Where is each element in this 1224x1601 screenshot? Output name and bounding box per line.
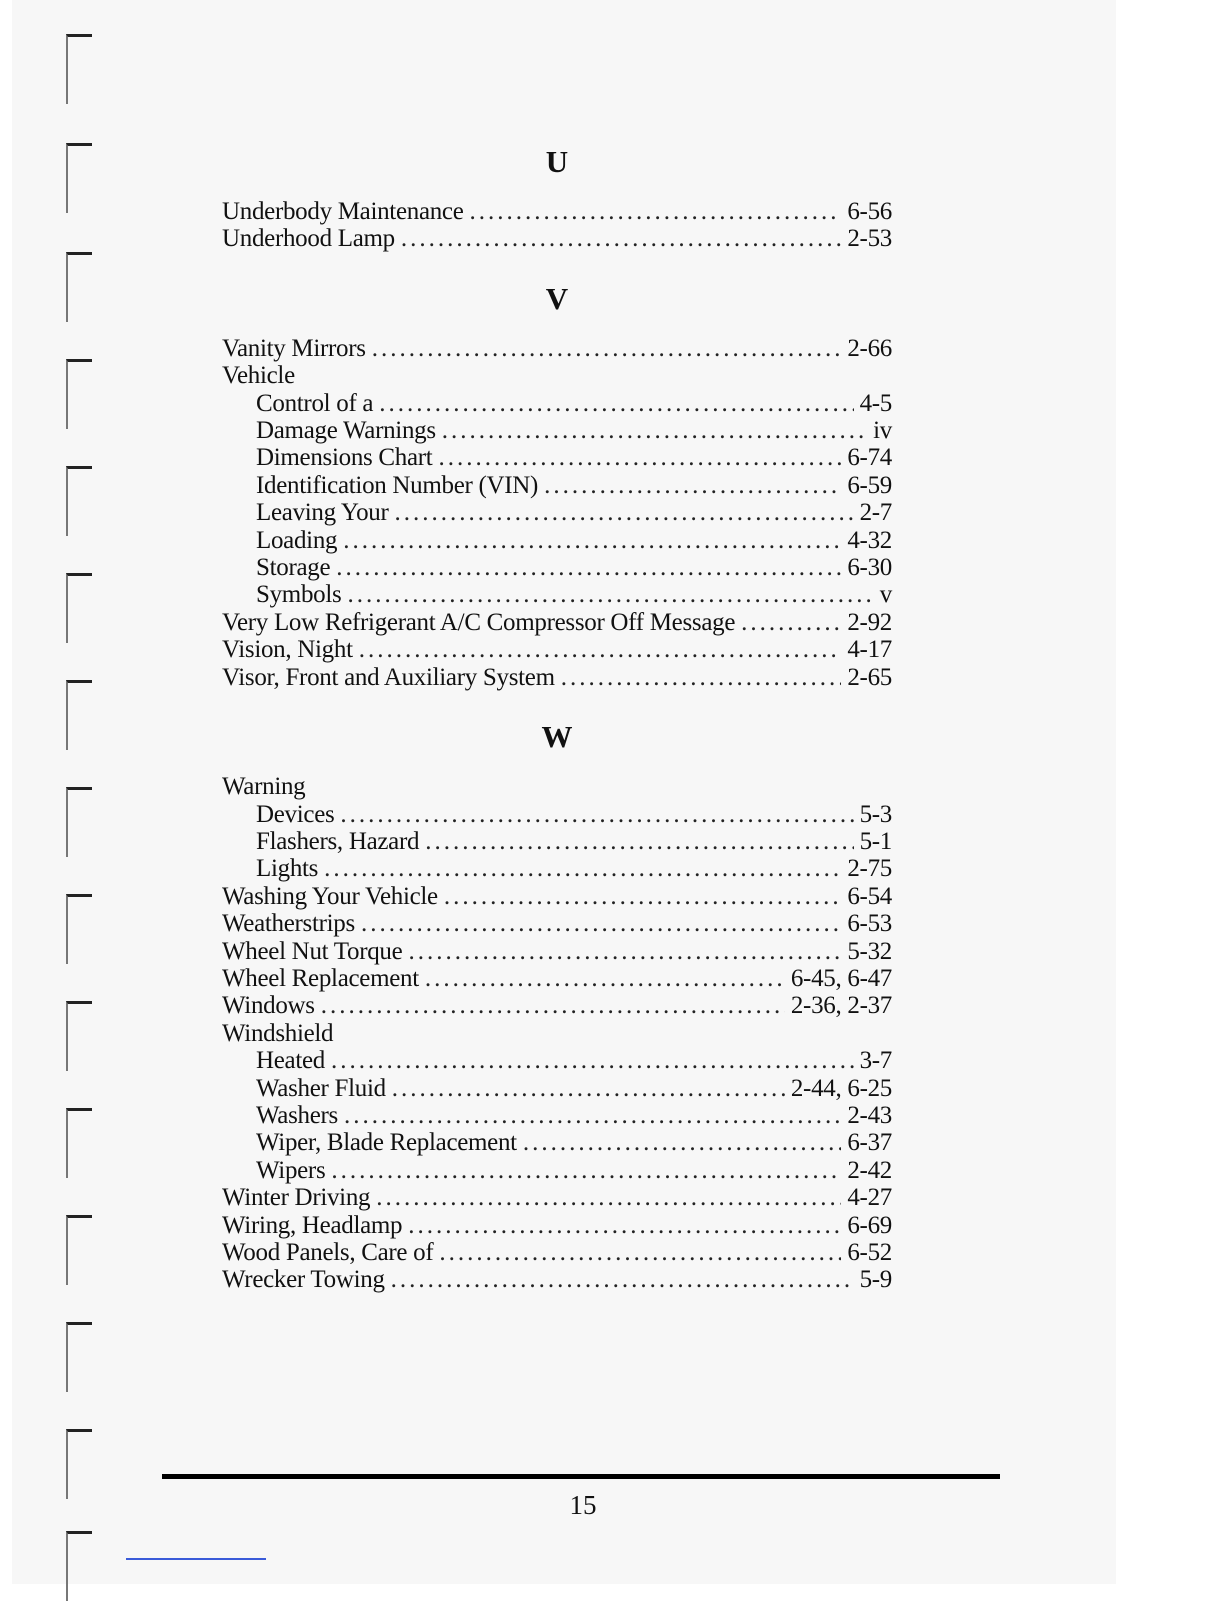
index-entry xyxy=(222,1212,892,1239)
entry-page-ref: 2-66 xyxy=(847,334,892,362)
dot-leader xyxy=(470,198,842,225)
binding-mark xyxy=(66,1108,92,1178)
dot-leader xyxy=(344,1102,841,1129)
index-entry xyxy=(222,1239,892,1266)
index-entry xyxy=(222,773,892,800)
entry-page-ref: v xyxy=(879,581,892,609)
dot-leader xyxy=(391,1266,854,1293)
entry-label: Lights xyxy=(256,855,319,883)
entry-page-ref: 6-45, 6-47 xyxy=(790,964,892,992)
binding-mark xyxy=(66,466,92,536)
index-subentry xyxy=(222,1047,892,1074)
entry-label: Washing Your Vehicle xyxy=(222,882,438,910)
binding-mark xyxy=(66,1429,92,1499)
dot-leader xyxy=(331,1157,841,1184)
entry-page-ref: 6-30 xyxy=(847,554,892,582)
entry-page-ref: 4-32 xyxy=(847,526,892,554)
section-letter: V xyxy=(545,280,569,316)
index-subentry xyxy=(222,855,892,882)
binding-mark xyxy=(66,787,92,857)
section-entries xyxy=(222,773,892,1294)
entry-page-ref: 6-54 xyxy=(847,882,892,910)
page-number: 15 xyxy=(569,1490,597,1520)
entry-label: Damage Warnings xyxy=(256,417,436,445)
entry-page-ref: 2-44, 6-25 xyxy=(790,1074,892,1102)
entry-label: Windows xyxy=(222,992,315,1020)
entry-page-ref: iv xyxy=(873,417,892,445)
entry-page-ref: 2-43 xyxy=(847,1101,892,1129)
entry-label: Dimensions Chart xyxy=(256,444,433,472)
entry-label: Washer Fluid xyxy=(256,1074,386,1102)
index-subentry xyxy=(222,444,892,471)
dot-leader xyxy=(324,855,841,882)
entry-page-ref: 6-56 xyxy=(847,198,892,225)
entry-label: Vision, Night xyxy=(222,636,353,664)
index-subentry xyxy=(222,1129,892,1156)
dot-leader xyxy=(395,499,854,526)
index-entry xyxy=(222,992,892,1019)
entry-label: Washers xyxy=(256,1101,338,1129)
entry-page-ref: 4-17 xyxy=(847,636,892,664)
entry-label: Storage xyxy=(256,554,331,582)
entry-label: Vehicle xyxy=(222,362,295,390)
entry-label: Devices xyxy=(256,800,335,828)
dot-leader xyxy=(439,1239,841,1266)
binding-mark xyxy=(66,359,92,429)
index-subentry xyxy=(222,554,892,581)
entry-label: Flashers, Hazard xyxy=(256,827,420,855)
index-subentry xyxy=(222,1102,892,1129)
section-letter: W xyxy=(541,719,573,755)
section-entries xyxy=(222,198,892,253)
entry-label: Underbody Maintenance xyxy=(222,198,464,225)
entry-label: Wiring, Headlamp xyxy=(222,1211,403,1239)
entry-page-ref: 6-69 xyxy=(847,1211,892,1239)
entry-page-ref: 6-37 xyxy=(847,1129,892,1157)
index-subentry xyxy=(222,390,892,417)
entry-label: Wheel Replacement xyxy=(222,964,419,992)
dot-leader xyxy=(741,609,841,636)
entry-label: Loading xyxy=(256,526,338,554)
entry-label: Identification Number (VIN) xyxy=(256,471,539,499)
index-entry xyxy=(222,965,892,992)
dot-leader xyxy=(372,335,842,362)
dot-leader xyxy=(340,801,853,828)
index-entry xyxy=(222,198,892,225)
dot-leader xyxy=(442,417,867,444)
dot-leader xyxy=(401,225,842,252)
binding-mark xyxy=(66,1001,92,1071)
entry-label: Winter Driving xyxy=(222,1184,371,1212)
dot-leader xyxy=(379,390,853,417)
entry-page-ref: 5-32 xyxy=(847,937,892,965)
dot-leader xyxy=(425,965,785,992)
dot-leader xyxy=(408,1212,841,1239)
entry-label: Weatherstrips xyxy=(222,910,355,938)
entry-page-ref: 2-53 xyxy=(847,225,892,253)
entry-label: Wipers xyxy=(256,1156,326,1184)
entry-page-ref: 2-92 xyxy=(847,608,892,636)
binding-mark xyxy=(66,1215,92,1285)
index-entry xyxy=(222,609,892,636)
entry-page-ref: 2-42 xyxy=(847,1156,892,1184)
binding-mark xyxy=(66,894,92,964)
entry-page-ref: 6-52 xyxy=(847,1239,892,1266)
dot-leader xyxy=(561,664,842,691)
dot-leader xyxy=(336,554,841,581)
index-subentry xyxy=(222,1075,892,1102)
index-entry xyxy=(222,910,892,937)
dot-leader xyxy=(444,883,842,910)
entry-label: Very Low Refrigerant A/C Compressor Off Message xyxy=(222,608,736,636)
entry-page-ref: 2-65 xyxy=(847,663,892,691)
entry-label: Control of a xyxy=(256,389,374,417)
footer-rule xyxy=(162,1474,1000,1479)
binding-mark xyxy=(66,1531,92,1601)
index-entry xyxy=(222,1184,892,1211)
index-subentry xyxy=(222,828,892,855)
index-subentry xyxy=(222,472,892,499)
binding-mark xyxy=(66,1322,92,1392)
dot-leader xyxy=(331,1047,854,1074)
entry-label: Heated xyxy=(256,1047,325,1075)
index-entry xyxy=(222,225,892,252)
index-entry xyxy=(222,335,892,362)
binding-mark xyxy=(66,573,92,643)
entry-page-ref: 4-5 xyxy=(859,389,892,417)
binding-mark xyxy=(66,34,92,104)
entry-page-ref: 5-9 xyxy=(859,1266,892,1294)
binding-mark xyxy=(66,143,92,213)
corner-link-underline xyxy=(126,1558,266,1560)
index-subentry xyxy=(222,1157,892,1184)
index-entry xyxy=(222,664,892,691)
binding-mark xyxy=(66,680,92,750)
entry-page-ref: 4-27 xyxy=(847,1184,892,1212)
index-subentry xyxy=(222,801,892,828)
dot-leader xyxy=(347,581,873,608)
dot-leader xyxy=(343,527,841,554)
entry-label: Underhood Lamp xyxy=(222,225,395,253)
dot-leader xyxy=(361,910,841,937)
entry-label: Wrecker Towing xyxy=(222,1266,385,1294)
entry-page-ref: 3-7 xyxy=(859,1047,892,1075)
dot-leader xyxy=(523,1129,842,1156)
entry-page-ref: 2-75 xyxy=(847,855,892,883)
entry-label: Symbols xyxy=(256,581,342,609)
dot-leader xyxy=(425,828,853,855)
index-entry xyxy=(222,1266,892,1293)
index-subentry xyxy=(222,499,892,526)
index-subentry xyxy=(222,581,892,608)
entry-label: Vanity Mirrors xyxy=(222,334,366,362)
index-entry xyxy=(222,362,892,389)
dot-leader xyxy=(359,636,842,663)
section-entries xyxy=(222,335,892,691)
entry-label: Wood Panels, Care of xyxy=(222,1239,434,1266)
dot-leader xyxy=(321,992,785,1019)
entry-page-ref: 2-36, 2-37 xyxy=(790,992,892,1020)
dot-leader xyxy=(376,1184,841,1211)
index-entry xyxy=(222,938,892,965)
dot-leader xyxy=(438,444,841,471)
binding-mark xyxy=(66,252,92,322)
entry-page-ref: 5-1 xyxy=(859,827,892,855)
entry-label: Wheel Nut Torque xyxy=(222,937,403,965)
entry-page-ref: 6-74 xyxy=(847,444,892,472)
entry-label: Leaving Your xyxy=(256,499,389,527)
entry-label: Windshield xyxy=(222,1019,334,1047)
dot-leader xyxy=(408,938,841,965)
dot-leader xyxy=(392,1075,785,1102)
entry-page-ref: 5-3 xyxy=(859,800,892,828)
entry-page-ref: 6-53 xyxy=(847,910,892,938)
index-subentry xyxy=(222,417,892,444)
entry-label: Wiper, Blade Replacement xyxy=(256,1129,517,1157)
entry-page-ref: 6-59 xyxy=(847,471,892,499)
index-entry xyxy=(222,1020,892,1047)
section-letter: U xyxy=(545,144,569,179)
entry-page-ref: 2-7 xyxy=(859,499,892,527)
index-entry xyxy=(222,883,892,910)
index-list xyxy=(222,140,892,1318)
index-subentry xyxy=(222,527,892,554)
entry-label: Visor, Front and Auxiliary System xyxy=(222,663,555,691)
entry-label: Warning xyxy=(222,773,306,801)
dot-leader xyxy=(544,472,841,499)
index-entry xyxy=(222,636,892,663)
